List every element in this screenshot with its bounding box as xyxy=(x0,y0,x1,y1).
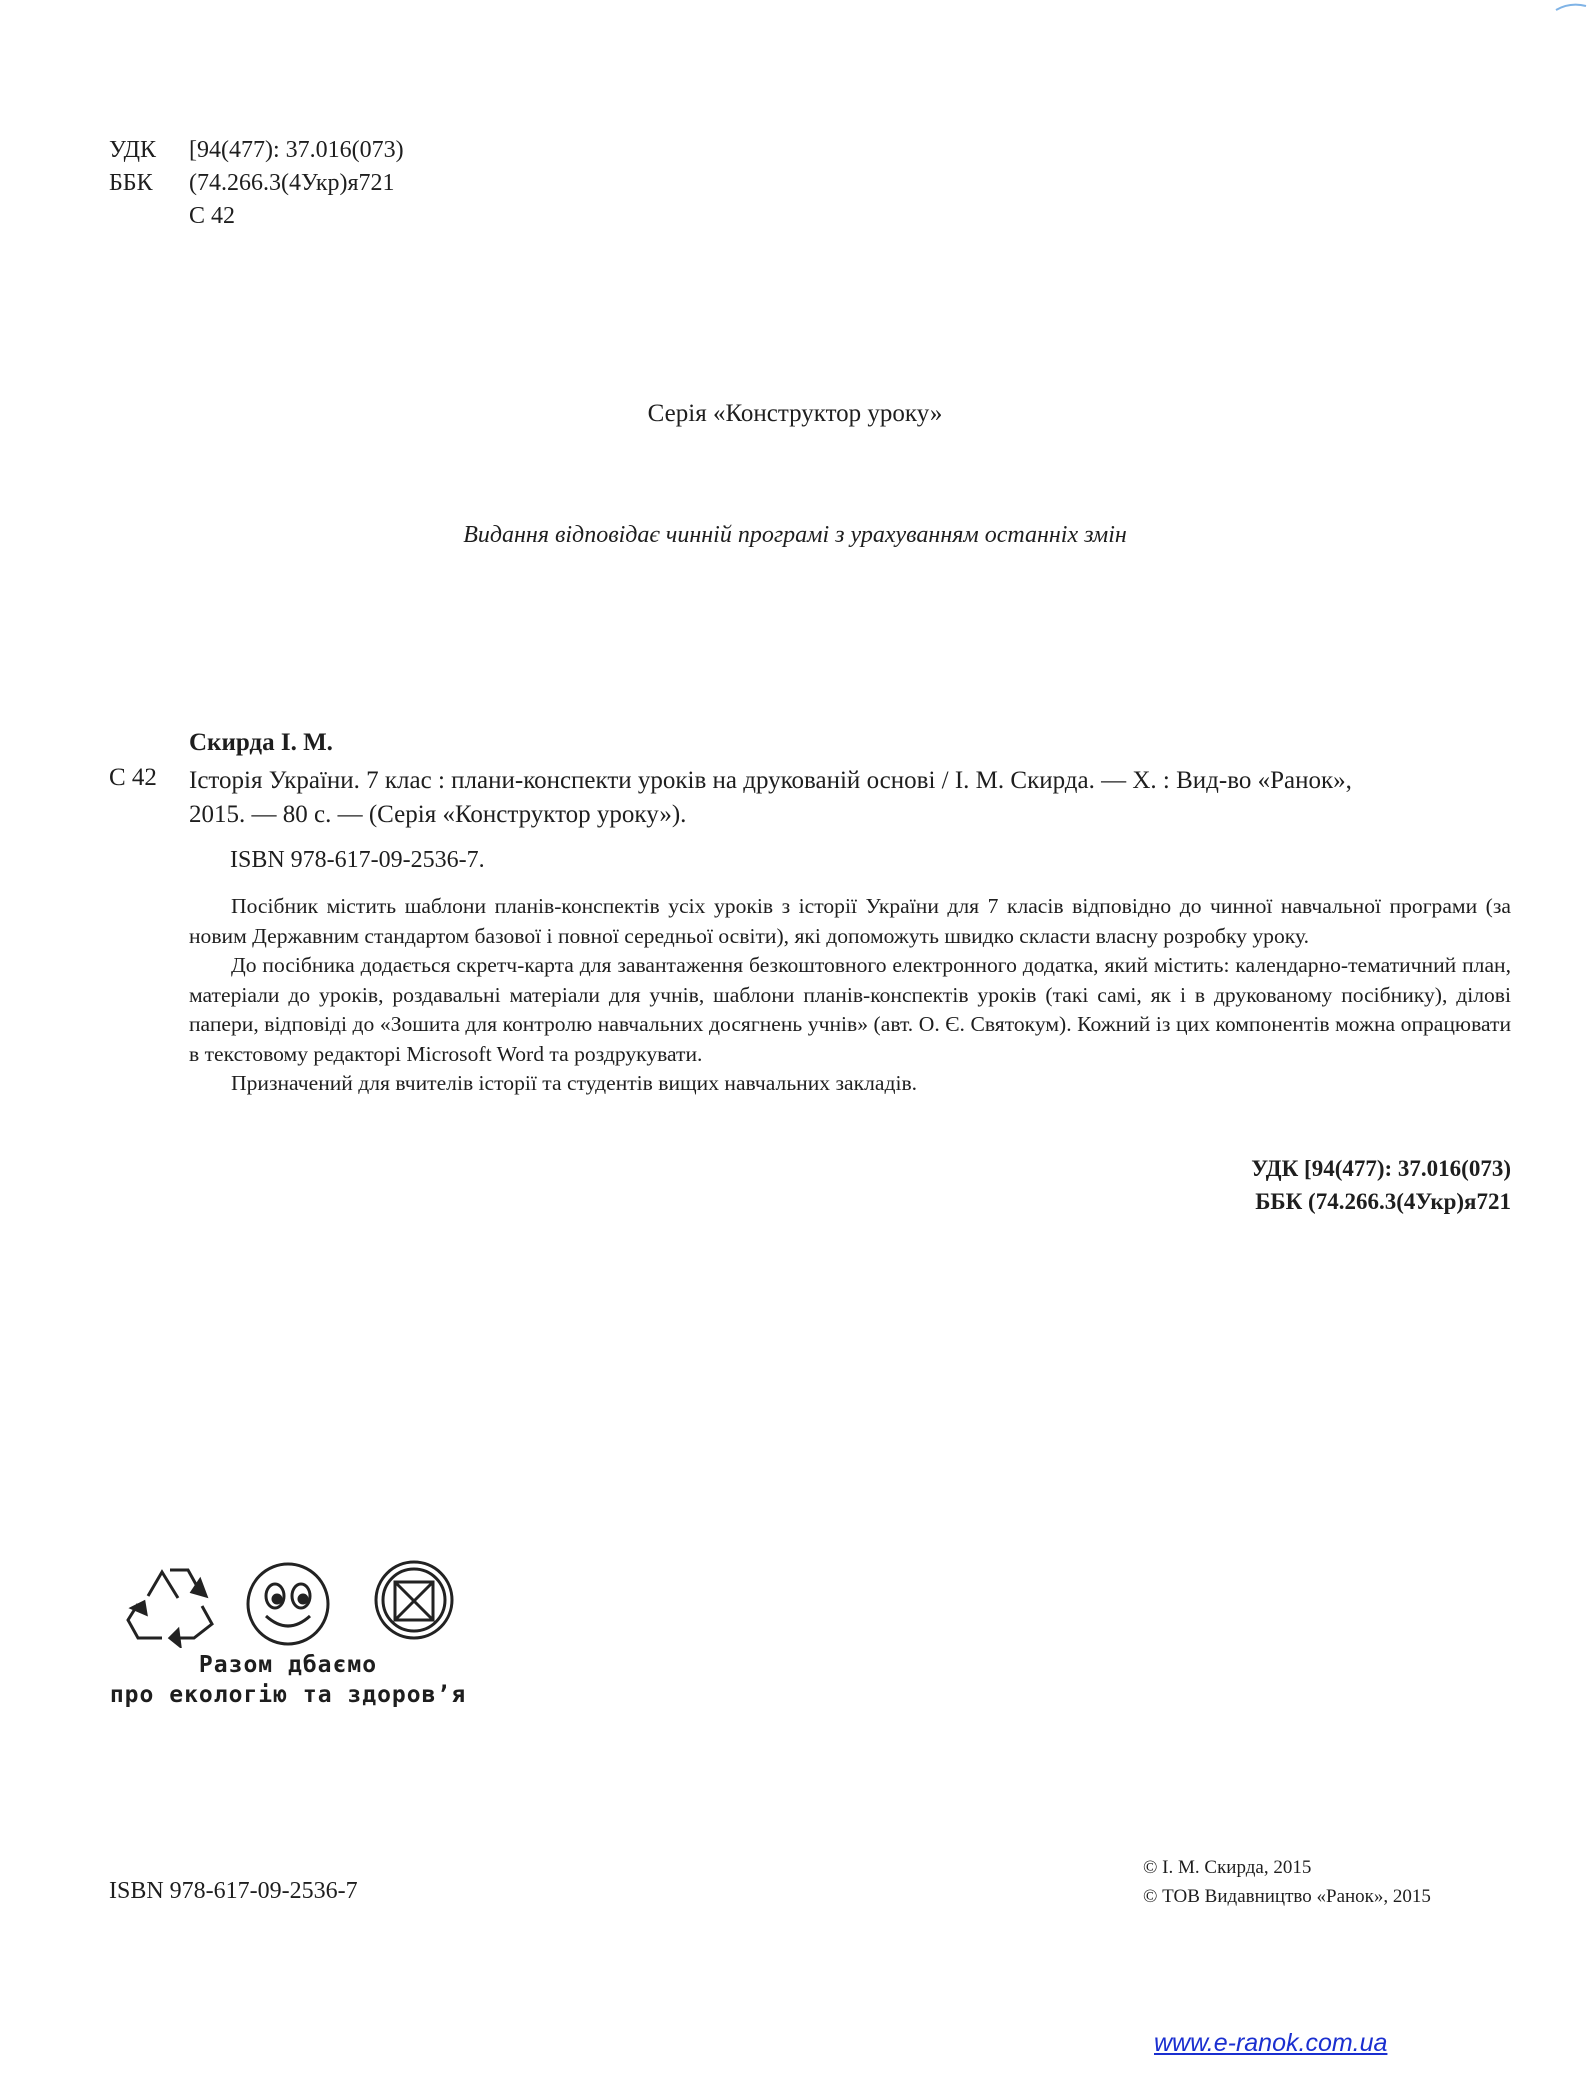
udk-label: УДК xyxy=(109,137,156,163)
copyright-publisher: © ТОВ Видавництво «Ранок», 2015 xyxy=(1143,1886,1431,1907)
footer-udk: УДК [94(477): 37.016(073) xyxy=(1251,1156,1511,1181)
series-title: Серія «Конструктор уроку» xyxy=(647,400,943,427)
eco-slogan-line-1: Разом дбаємо xyxy=(198,1652,378,1678)
annotation-paragraph-3: Призначений для вчителів історії та студентів вищих навчальних закладів. xyxy=(231,1071,918,1095)
udk-value: [94(477): 37.016(073) xyxy=(189,137,404,163)
bib-line-1: Історія України. 7 клас : плани-конспекти уроків на друкованій основі / І. М. Скирда. — Х. : Вид-во «Ранок», xyxy=(189,767,1352,794)
isbn-bottom: ISBN 978-617-09-2536-7 xyxy=(109,1878,358,1904)
website-link[interactable]: www.e-ranok.com.ua xyxy=(1154,2029,1388,2057)
catalog-cipher: С 42 xyxy=(109,764,157,791)
annotation xyxy=(189,892,1511,1099)
copyright-author: © І. М. Скирда, 2015 xyxy=(1143,1857,1312,1878)
bbk-value: (74.266.3(4Укр)я721 xyxy=(189,170,395,196)
catalog-isbn: ISBN 978-617-09-2536-7. xyxy=(230,847,485,873)
eco-slogan-line-2: про екологію та здоров’я xyxy=(109,1682,467,1708)
smiley-icon xyxy=(248,1564,328,1644)
bbk-label: ББК xyxy=(109,170,153,196)
recycle-icon xyxy=(128,1570,212,1646)
footer-bbk: ББК (74.266.3(4Укр)я721 xyxy=(1255,1189,1511,1214)
author-mark: С 42 xyxy=(189,203,236,229)
bibliographic-description xyxy=(189,764,1511,832)
eco-slogan xyxy=(108,1650,468,1710)
top-classification-codes xyxy=(109,134,404,233)
annotation-paragraph-2: До посібника додається скретч-карта для завантаження безкоштовного електронного додатка, який містить: календарно-тематичний план, матеріали до уроків, роздавальні матеріали для учнів, шаблони планів-конспектів уроків (такі самі, як і в друкованому посібнику), ділові папери, відповіді до «Зошита для контролю навчальних досягнень учнів» (авт. О. Є. Святокум). Кожний із цих компонентів можна опрацювати в текстовому редакторі Microsoft Word та роздрукувати. xyxy=(189,953,1511,1066)
eco-icons xyxy=(118,1558,463,1648)
copyright-block xyxy=(1143,1853,1431,1911)
annotation-paragraph-1: Посібник містить шаблони планів-конспектів усіх уроків з історії України для 7 класів відповідно до чинної навчальної програми (за новим Державним стандартом базової і повної середньої освіти), які допоможуть швидко скласти власну розробку уроку. xyxy=(189,894,1511,948)
no-washing-icon xyxy=(376,1562,452,1638)
bib-line-2: 2015. — 80 с. — (Серія «Конструктор уроку»). xyxy=(189,801,687,828)
catalog-author: Скирда І. М. xyxy=(189,729,333,756)
corner-mark-icon xyxy=(1550,0,1590,14)
footer-classification-codes xyxy=(1251,1152,1511,1218)
compliance-note: Видання відповідає чинній програмі з урахуванням останніх змін xyxy=(463,522,1127,548)
